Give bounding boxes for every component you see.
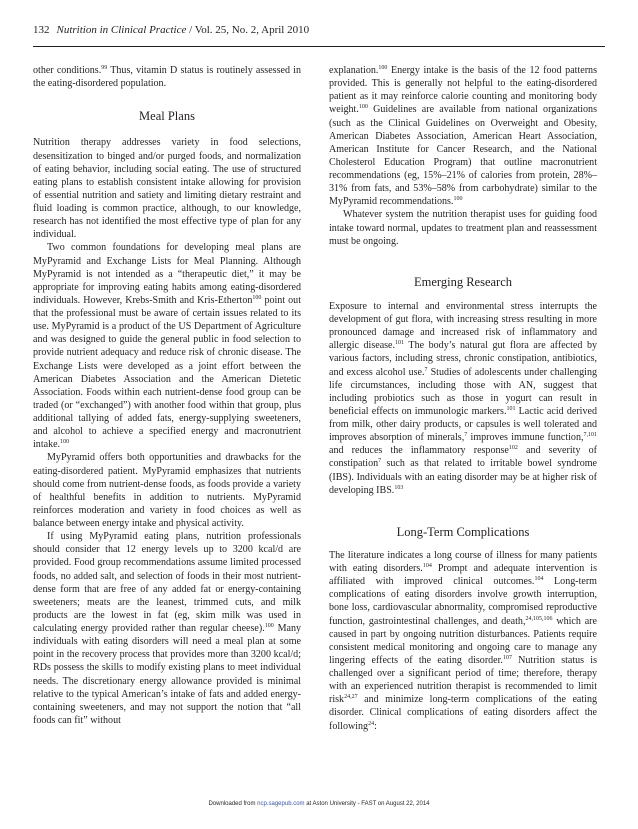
journal-title: Nutrition in Clinical Practice	[56, 24, 187, 36]
citation: 103	[394, 484, 404, 491]
paragraph: Nutrition therapy addresses variety in food selections, desensitization to binged and/or purged foods, and normalization of eating behavior, including social eating. The use of structured eating plans to establish consistent intake allowing for provision of essential nutrition and satiety and limiting dietary restraint and fluid loading is common practice, although, to our knowledge, research has not identified the most effective type of plan for any individual.	[33, 137, 301, 241]
citation: 100	[252, 294, 262, 301]
citation: 107	[502, 654, 512, 661]
section-heading-emerging-research: Emerging Research	[414, 274, 512, 289]
volume-info: / Vol. 25, No. 2, April 2010	[186, 24, 310, 36]
citation: 7	[464, 432, 468, 439]
left-column	[33, 64, 301, 727]
page-number: 132	[33, 24, 50, 36]
paragraph: Two common foundations for developing meal plans are MyPyramid and Exchange Lists for Meal Planning. Although MyPyramid is not intended as a “therapeutic diet,” it may be appropriate for improving eating habits among eating-disordered individuals. However, Krebs-Smith and Kris-Etherton$^{100}$ point out that the professional must be aware of certain issues related to its use. MyPyramid is a product of the US Department of Agriculture and was designed to guide the general public in food selection to provide nutrient adequacy and reduce risk of chronic disease. The Exchange Lists were developed as a joint effort between the American Diabetes Association and the American Dietetic Association. Foods within each nutrient-dense food group can be traded (or “exchanged”) with another food within that group, plus additional tallying of added fats, energy-supplying sweeteners, and alcohol to achieve a specified energy and macronutrient intake.$^{100}$	[33, 242, 301, 451]
paragraph: explanation.$^{100}$ Energy intake is the basis of the 12 food patterns provided. This is generally not helpful to the eating-disordered patient as it may reinforce calorie counting and monitoring body weight.$^{100}$ Guidelines are available from national organizations (such as the Clinical Guidelines on Overweight and Obesity, American Diabetes Association, American Heart Association, American Institute for Cancer Research, and the National Cholesterol Education Program) that outline macronutrient recommendations (eg, 15%–21% of calories from protein, 28%–31% from fats, and 53%–58% from carbohydrate) similar to the MyPyramid recommendations.$^{100}$	[329, 65, 597, 208]
source-link[interactable]: ncp.sagepub.com	[257, 801, 305, 807]
citation: 101	[395, 340, 405, 347]
citation: 99	[101, 65, 108, 71]
download-footer: Downloaded from ncp.sagepub.com at Aston University - FAST on August 22, 2014	[208, 801, 430, 807]
paragraph: Exposure to internal and environmental stress interrupts the development of gut flora, with increasing stress resulting in more pronounced damage and increased risk of inflammatory and allergic disease.$^{101}$ The body’s natural gut flora are affected by various factors, including stress, chronic constipation, antibiotics, and excess alcohol use.$^7$ Studies of adolescents under challenging life circumstances, including those with AN, suggest that including probiotics such as those in yogurt can result in beneficial effects on immunologic markers.$^{101}$ Lactic acid derived from milk, other dairy products, or capsules is well tolerated and improves absorption of minerals,$^7$ improves immune function,$^{7,101}$ and reduces the inflammatory response$^{102}$ and severity of constipation$^7$ such as that related to irritable bowel syndrome (IBS). Individuals with an eating disorder may be at higher risk of developing IBS.$^{103}$	[329, 300, 598, 496]
citation: 24,27	[344, 694, 358, 701]
paragraph: other conditions.$^{99}$ Thus, vitamin D status is routinely assessed in the eating-disordered population.	[33, 65, 302, 90]
paragraph: The literature indicates a long course of illness for many patients with eating disorders.$^{104}$ Prompt and adequate intervention is affiliated with improved clinical outcomes.$^{104}$ Long-term complications of eating disorders involve growth interruption, bone loss, cardiovascular abnormality, compromised reproductive function, gastrointestinal challenges, and death,$^{24,105,106}$ which are caused in part by ongoing nutrition disturbances. Patients require consistent medical monitoring and ongoing care to manage any lingering effects of the eating disorder.$^{107}$ Nutrition status is challenged over a significant period of time; therefore, therapy with an experienced nutrition therapist is recommended to limit risk$^{24,27}$ and minimize long-term complications of the eating disorder. Clinical complications of eating disorders affect the following$^{24}$:	[329, 549, 598, 732]
paragraph: Whatever system the nutrition therapist uses for guiding food intake toward normal, updates to treatment plan and reassessment must be ongoing.	[329, 209, 597, 247]
right-column	[329, 64, 597, 733]
header-rule	[33, 46, 605, 47]
running-head	[33, 24, 309, 36]
citation: 100	[264, 623, 274, 629]
citation: 100	[358, 104, 368, 111]
section-heading-long-term-complications: Long-Term Complications	[396, 524, 530, 539]
citation: 102	[508, 445, 518, 452]
paragraph: If using MyPyramid eating plans, nutrition professionals should consider that 12 energy levels up to 3200 kcal/d are provided. Food group recommendations assume limited processed foods, no added salt, and selection of foods in their most nutrient-dense form that are free of any added fat or energy-containing sweeteners; meats are the leanest, trimmed cuts, and milk products are the lowest in fat (eg, skim milk was used in calculating energy provided rather than regular cheese).$^{100}$ Many individuals with eating disorders will need a meal plan at some point in the recovery process that provides more than 3200 kcal/d; RDs possess the skills to modify existing plans to meet individual needs. The discretionary energy allowance provided is minimal relative to the typical American’s intake of fats and added energy-containing sweeteners, and may not support the notion that “all foods can fit” without	[33, 531, 302, 726]
citation: 104	[534, 576, 544, 583]
citation: 104	[422, 563, 432, 569]
citation: 7,101	[583, 432, 597, 439]
citation: 101	[506, 405, 516, 412]
citation: 24	[368, 720, 375, 727]
section-heading-meal-plans: Meal Plans	[139, 109, 195, 124]
citation: 100	[378, 65, 388, 71]
citation: 100	[60, 439, 70, 446]
citation: 100	[453, 196, 463, 203]
citation: 7	[424, 366, 428, 373]
citation: 24,105,106	[525, 615, 553, 622]
citation: 7	[378, 458, 382, 465]
paragraph: MyPyramid offers both opportunities and drawbacks for the eating-disordered patient. MyPyramid emphasizes that nutrients should come from nutrient-dense foods, as foods provide a variety of healthful benefits in addition to nutrients. MyPyramid reinforces moderation and variety in food choices as well as balance between energy intake and physical activity.	[33, 452, 301, 529]
